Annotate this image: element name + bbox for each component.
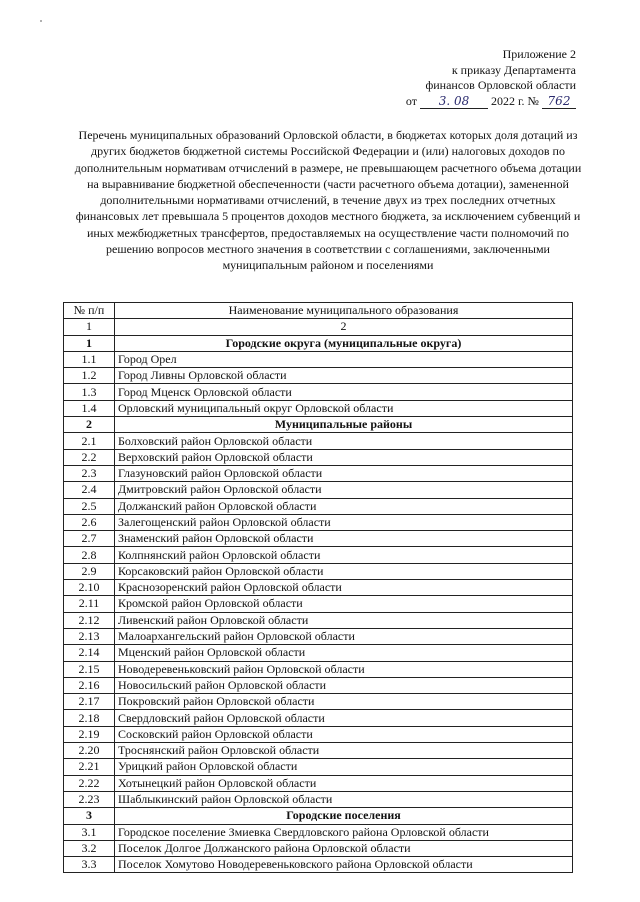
row-number: 2.7	[64, 531, 115, 547]
municipality-name: Сосковский район Орловской области	[115, 726, 573, 742]
table-row	[64, 661, 573, 677]
municipality-name: Шаблыкинский район Орловской области	[115, 791, 573, 807]
row-number: 2.5	[64, 498, 115, 514]
row-number: 2.20	[64, 743, 115, 759]
municipality-table	[63, 302, 573, 873]
municipality-name: Знаменский район Орловской области	[115, 531, 573, 547]
table-row	[64, 628, 573, 644]
row-number: 1.2	[64, 368, 115, 384]
table-row	[64, 351, 573, 367]
section-row	[64, 417, 573, 433]
document-header	[346, 47, 576, 109]
scan-speck	[40, 20, 42, 22]
row-number: 2.8	[64, 547, 115, 563]
table-row	[64, 465, 573, 481]
table-row	[64, 531, 573, 547]
table-row	[64, 710, 573, 726]
column-header-name: Наименование муниципального образования	[115, 303, 573, 319]
department-name: финансов Орловской области	[425, 78, 576, 92]
table-row	[64, 791, 573, 807]
table-row	[64, 400, 573, 416]
municipality-name: Город Мценск Орловской области	[115, 384, 573, 400]
row-number: 2.14	[64, 645, 115, 661]
row-number: 2.15	[64, 661, 115, 677]
table-row	[64, 645, 573, 661]
row-number: 1.3	[64, 384, 115, 400]
column-number-1: 1	[64, 319, 115, 335]
table-row	[64, 514, 573, 530]
row-number: 2.9	[64, 563, 115, 579]
municipality-name: Хотынецкий район Орловской области	[115, 775, 573, 791]
municipality-name: Поселок Хомутово Новодеревеньковского района Орловской области	[115, 857, 573, 873]
table-row	[64, 580, 573, 596]
table-row	[64, 368, 573, 384]
table-row	[64, 759, 573, 775]
municipality-name: Малоархангельский район Орловской области	[115, 628, 573, 644]
row-number: 2.6	[64, 514, 115, 530]
table-row	[64, 726, 573, 742]
municipality-name: Верховский район Орловской области	[115, 449, 573, 465]
municipality-table-body	[64, 303, 573, 873]
row-number: 2.17	[64, 694, 115, 710]
section-title: Муниципальные районы	[115, 417, 573, 433]
table-row	[64, 775, 573, 791]
municipality-name: Урицкий район Орловской области	[115, 759, 573, 775]
document-title: Перечень муниципальных образований Орловской области, в бюджетах которых доля дотаций из других бюджетов бюджетной системы Российской Федерации и (или) налоговых доходов по дополнительным нормативам отчислений в размере, не превышающем расчетного объема дотации на выравнивание бюджетной обеспеченности (части расчетного объема дотации), замененной дополнительными нормативами отчислений, в течение двух из трех последних отчетных финансовых лет превышала 5 процентов доходов местного бюджета, за исключением субвенций и иных межбюджетных трансфертов, предоставляемых на осуществление части полномочий по решению вопросов местного значения в соответствии с соглашениями, заключенными муниципальным районом и поселениями	[74, 128, 582, 273]
appendix-label: Приложение 2	[502, 47, 576, 61]
row-number: 2.16	[64, 677, 115, 693]
table-row	[64, 482, 573, 498]
row-number: 2.11	[64, 596, 115, 612]
row-number: 1	[64, 335, 115, 351]
column-number-row	[64, 319, 573, 335]
municipality-name: Новодеревеньковский район Орловской области	[115, 661, 573, 677]
table-row	[64, 857, 573, 873]
handwritten-date: 3. 08	[420, 95, 488, 109]
municipality-name: Глазуновский район Орловской области	[115, 465, 573, 481]
municipality-name: Орловский муниципальный округ Орловской области	[115, 400, 573, 416]
section-title: Городские округа (муниципальные округа)	[115, 335, 573, 351]
municipality-name: Болховский район Орловской области	[115, 433, 573, 449]
order-date-line	[346, 94, 576, 110]
row-number: 3.1	[64, 824, 115, 840]
section-title: Городские поселения	[115, 808, 573, 824]
municipality-name: Троснянский район Орловской области	[115, 743, 573, 759]
table-row	[64, 498, 573, 514]
table-row	[64, 563, 573, 579]
date-prefix: от	[405, 93, 417, 108]
column-number-2: 2	[115, 319, 573, 335]
municipality-name: Свердловский район Орловской области	[115, 710, 573, 726]
municipality-name: Город Орел	[115, 351, 573, 367]
table-row	[64, 677, 573, 693]
row-number: 2.13	[64, 628, 115, 644]
section-row	[64, 808, 573, 824]
table-row	[64, 694, 573, 710]
row-number: 2	[64, 417, 115, 433]
table-row	[64, 449, 573, 465]
row-number: 2.21	[64, 759, 115, 775]
row-number: 2.3	[64, 465, 115, 481]
row-number: 3.3	[64, 857, 115, 873]
municipality-name: Ливенский район Орловской области	[115, 612, 573, 628]
row-number: 3.2	[64, 840, 115, 856]
table-row	[64, 384, 573, 400]
row-number: 2.2	[64, 449, 115, 465]
municipality-name: Залегощенский район Орловской области	[115, 514, 573, 530]
municipality-name: Город Ливны Орловской области	[115, 368, 573, 384]
municipality-name: Колпнянский район Орловской области	[115, 547, 573, 563]
table-header-row	[64, 303, 573, 319]
row-number: 1.4	[64, 400, 115, 416]
table-row	[64, 824, 573, 840]
row-number: 3	[64, 808, 115, 824]
table-row	[64, 840, 573, 856]
row-number: 2.10	[64, 580, 115, 596]
table-row	[64, 596, 573, 612]
table-row	[64, 612, 573, 628]
municipality-name: Должанский район Орловской области	[115, 498, 573, 514]
row-number: 2.18	[64, 710, 115, 726]
row-number: 2.1	[64, 433, 115, 449]
municipality-name: Городское поселение Змиевка Свердловского района Орловской области	[115, 824, 573, 840]
municipality-name: Новосильский район Орловской области	[115, 677, 573, 693]
municipality-name: Краснозоренский район Орловской области	[115, 580, 573, 596]
row-number: 2.4	[64, 482, 115, 498]
row-number: 2.23	[64, 791, 115, 807]
row-number: 1.1	[64, 351, 115, 367]
handwritten-order-number: 762	[542, 95, 576, 109]
year-label: 2022 г. №	[490, 93, 539, 108]
municipality-name: Поселок Долгое Должанского района Орловской области	[115, 840, 573, 856]
municipality-name: Мценский район Орловской области	[115, 645, 573, 661]
section-row	[64, 335, 573, 351]
table-row	[64, 433, 573, 449]
row-number: 2.22	[64, 775, 115, 791]
municipality-name: Дмитровский район Орловской области	[115, 482, 573, 498]
municipality-name: Покровский район Орловской области	[115, 694, 573, 710]
municipality-name: Корсаковский район Орловской области	[115, 563, 573, 579]
order-reference: к приказу Департамента	[451, 62, 576, 77]
municipality-name: Кромской район Орловской области	[115, 596, 573, 612]
table-row	[64, 743, 573, 759]
row-number: 2.19	[64, 726, 115, 742]
row-number: 2.12	[64, 612, 115, 628]
table-row	[64, 547, 573, 563]
column-header-number: № п/п	[64, 303, 115, 319]
